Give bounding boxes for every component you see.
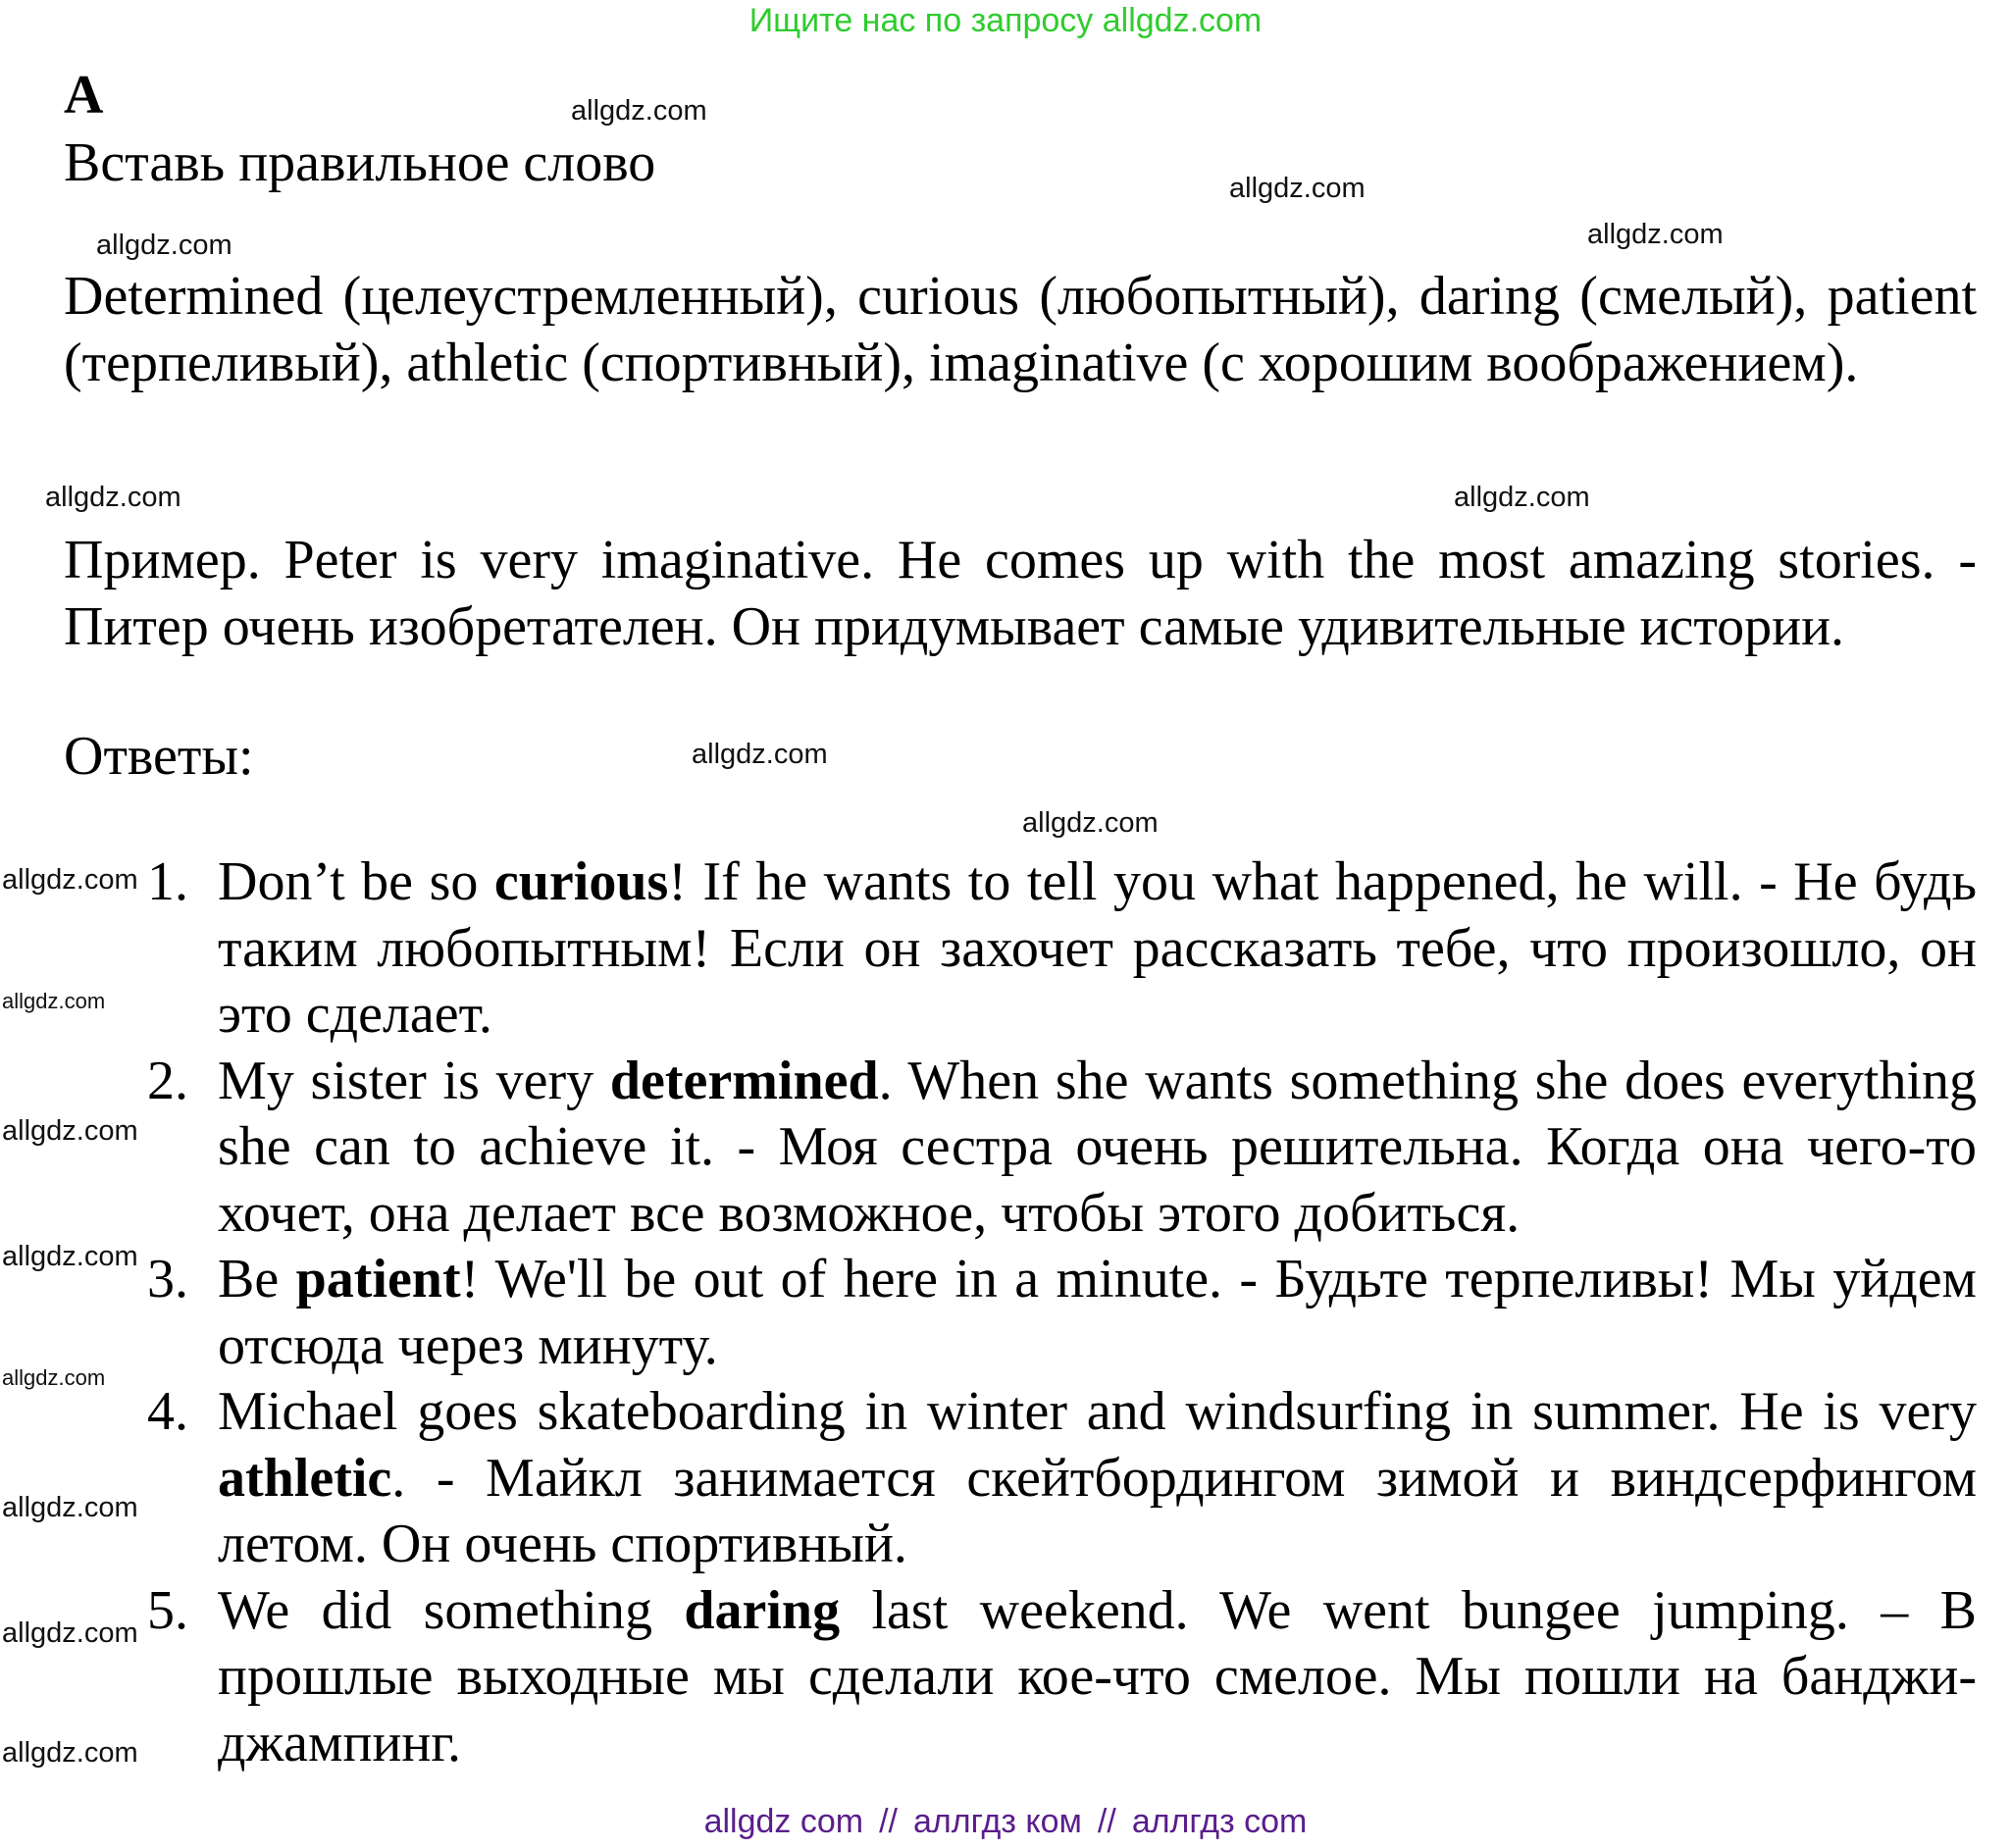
watermark: allgdz.com — [2, 989, 106, 1013]
answer-word: determined — [609, 1050, 879, 1111]
answer-number: 2. — [147, 1050, 188, 1111]
watermark: allgdz.com — [2, 1492, 138, 1523]
watermark: allgdz.com — [1022, 807, 1159, 839]
section-letter: A — [64, 65, 104, 126]
answer-text: Michael goes skateboarding in winter and windsurfing in summer. He is very — [218, 1381, 1977, 1442]
site-search-banner: Ищите нас по запросу allgdz.com — [748, 2, 1263, 39]
answer-text: ! If he wants to tell you what happened, he will. - Не будь таким любопытным! Если он захочет рассказать тебе, что произошло, он это сделает. — [218, 851, 1977, 1045]
answer-text: We did something — [218, 1579, 685, 1641]
answer-text: ! We'll be out of here in a minute. - Будьте терпеливы! Мы уйдем отсюда через минуту. — [218, 1249, 1977, 1376]
answer-number: 4. — [147, 1381, 188, 1442]
watermark: allgdz.com — [2, 1365, 106, 1390]
watermark: allgdz.com — [2, 1241, 138, 1272]
answer-item — [0, 849, 1977, 1049]
word-definitions: Determined (целеустремленный), curious (любопытный), daring (смелый), patient (терпеливый), athletic (спортивный), imaginative (с хорошим воображением). — [64, 266, 1977, 393]
footer-separator: // — [879, 1803, 899, 1840]
answer-word: patient — [295, 1249, 461, 1309]
answer-text: My sister is very — [218, 1050, 610, 1111]
answer-item — [0, 1049, 1977, 1248]
answer-number: 3. — [147, 1249, 188, 1309]
watermark: allgdz.com — [2, 1115, 138, 1147]
watermark: allgdz.com — [1229, 173, 1366, 204]
answer-item — [0, 1578, 1977, 1777]
answers-heading: Ответы: — [64, 726, 254, 787]
footer-separator: // — [1097, 1803, 1116, 1840]
footer-link[interactable]: аллгдз ком — [913, 1803, 1082, 1840]
watermark: allgdz.com — [1587, 219, 1724, 250]
task-instruction: Вставь правильное слово — [64, 132, 656, 193]
footer-link[interactable]: allgdz com — [703, 1803, 864, 1840]
watermark: allgdz.com — [2, 864, 138, 896]
answer-text: Don’t be so — [218, 851, 494, 912]
answer-text: Be — [218, 1249, 296, 1309]
watermark: allgdz.com — [571, 95, 707, 127]
answer-item — [0, 1379, 1977, 1578]
answer-item — [0, 1247, 1977, 1379]
watermark: allgdz.com — [2, 1617, 138, 1649]
answer-number: 1. — [147, 851, 188, 912]
answer-word: curious — [493, 851, 669, 912]
answers-list — [0, 849, 1977, 1776]
answer-text: last weekend. We went bungee jumping. – В прошлые выходные мы сделали кое-что смелое. Мы пошли на банджи-джампинг. — [218, 1579, 1978, 1773]
answer-word: daring — [684, 1579, 841, 1641]
watermark: allgdz.com — [2, 1737, 138, 1769]
footer-links — [0, 1803, 2011, 1841]
watermark: allgdz.com — [1454, 482, 1590, 513]
watermark: allgdz.com — [96, 230, 232, 261]
answer-text: . - Майкл занимается скейтбордингом зимой и виндсерфингом летом. Он очень спортивный. — [218, 1447, 1977, 1574]
watermark: allgdz.com — [45, 482, 181, 513]
example-sentence: Пример. Peter is very imaginative. He comes up with the most amazing stories. - Питер очень изобретателен. Он придумывает самые удивительные истории. — [64, 530, 1977, 657]
answer-number: 5. — [147, 1579, 188, 1641]
watermark: allgdz.com — [692, 739, 828, 770]
footer-link[interactable]: аллгдз com — [1131, 1803, 1308, 1840]
answer-text: . When she wants something she does everything she can to achieve it. - Моя сестра очень решительна. Когда она чего-то хочет, она делает все возможное, чтобы этого добиться. — [218, 1050, 1978, 1244]
answer-word: athletic — [218, 1447, 392, 1509]
